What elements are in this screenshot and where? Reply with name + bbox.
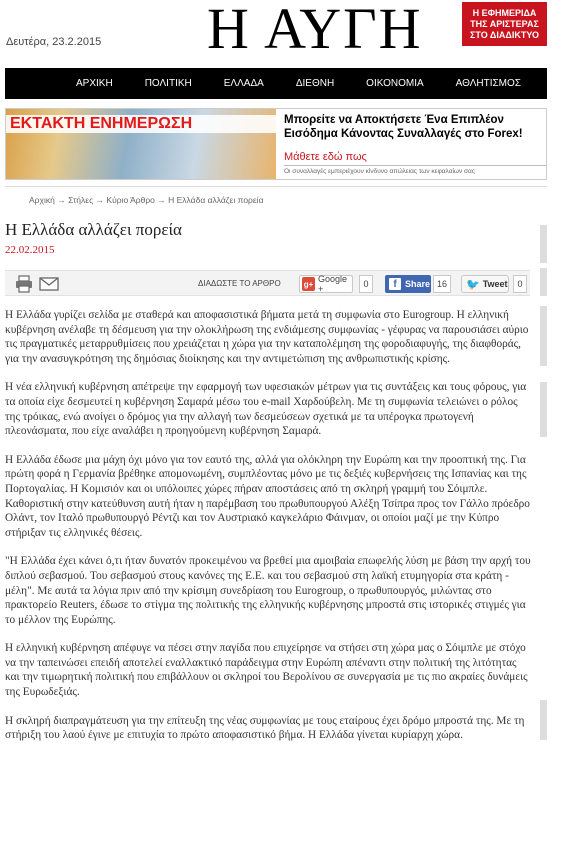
site-tagline: [462, 2, 547, 46]
article-title: Η Ελλάδα αλλάζει πορεία: [5, 220, 182, 239]
article-paragraph: Η Ελλάδα γυρίζει σελίδα με σταθερά και αποφασιστικά βήματα μετά τη συμφωνία στο Eurogroup. Η ελληνική κυβέρνηση ανέλαβε τη δέσμευση για την ολοκλήρωση της ενδιάμεσης συμφωνίας - γέφυρας να παρουσιάσει αύριο τις πραγματικές μεταρρυθμίσεις που χρειάζεται η χώρα για την καταπολέμηση της φοροδιαφυγής, της διαφθοράς, για την ανασυγκρότηση της δημόσιας διοίκησης και την αντιμετώπιση της ανθρωπιστικής κρίσης.: [5, 309, 529, 365]
nav-item-greece[interactable]: ΕΛΛΑΔΑ: [223, 78, 264, 89]
tweet-label: Tweet: [482, 279, 508, 289]
site-logo[interactable]: Η ΑΥΓΗ: [207, 0, 423, 61]
sidebar-fragment: [540, 306, 547, 366]
sidebar-fragment: [540, 382, 547, 437]
breadcrumb-editorial[interactable]: Κύριο Άρθρο: [106, 195, 155, 205]
tagline-line-3: ΣΤΟ ΔΙΑΔΙΚΤΥΟ: [470, 30, 539, 40]
nav-item-more[interactable]: ΠΕΡ: [552, 78, 574, 89]
sidebar-fragment: [540, 268, 547, 296]
article-paragraph: Η Ελλάδα έδωσε μια μάχη όχι μόνο για τον εαυτό της, αλλά για ολόκληρη την Ευρώπη και την προοπτική της. Για πρώτη φορά η Γερμανία βρέθηκε απομονωμένη, συμπλέοντας μόνο με τις δεξιές κυβερνήσεις της Ισπανίας και της Πορτογαλίας. Η Κομισιόν και οι υπόλοιπες χώρες πήραν αποστάσεις από τη σκληρή γραμμή του Σόιμπλε. Καθοριστική στην κατεύθυνση αυτή ήταν η παρέμβαση του πρωθυπουργού Αλέξη Τσίπρα προς τον Γάλλο πρόεδρο Ολάντ, τον Ιταλό πρωθυπουργό Ρέντζι και τον Αυστριακό καγκελάριο Φάινμαν, οι οποίοι μαζί με την Κύπρο στήριξαν τις ελληνικές θέσεις.: [5, 453, 530, 539]
ad-title[interactable]: Μπορείτε να Αποκτήσετε Ένα Επιπλέον Εισόδημα Κάνοντας Συναλλαγές στο Forex!: [284, 114, 523, 140]
breadcrumb-sep: →: [157, 195, 169, 205]
breadcrumb-sep: →: [57, 195, 69, 205]
breadcrumb-home[interactable]: Αρχική: [29, 195, 55, 205]
nav-item-home[interactable]: ΑΡΧΙΚΗ: [76, 78, 113, 89]
main-nav: [5, 68, 574, 99]
tagline-line-1: Η ΕΦΗΜΕΡΙΔΑ: [472, 8, 537, 18]
article-date: 22.02.2015: [5, 244, 55, 256]
ad-headline: ΕΚΤΑΚΤΗ ΕΝΗΜΕΡΩΣΗ: [6, 115, 276, 133]
article-paragraph: Η ελληνική κυβέρνηση απέφυγε να πέσει στην παγίδα που επιχείρησε να στήσει στη χώρα μας ο Σόιμπλε με στόχο να την ταπεινώσει επειδή αποτελεί εναλλακτικό παράδειγμα στην Ευρώπη απέναντι στην πολιτική της λιτότητας και την τιμωρητική πολιτική που επιβάλλουν οι σκληροί του Βερολίνου σε συνεργασία με τις πιο ακραίες δυνάμεις της Ευρωδεξιάς.: [5, 642, 528, 699]
banner-ad[interactable]: [5, 108, 547, 180]
nav-item-politics[interactable]: ΠΟΛΙΤΙΚΗ: [144, 78, 192, 89]
nav-item-sports[interactable]: ΑΘΛΗΤΙΣΜΟΣ: [455, 78, 521, 89]
breadcrumb: [29, 195, 264, 205]
google-plus-label: Google +: [317, 274, 347, 294]
breadcrumb-sep: →: [95, 195, 107, 205]
twitter-icon: 🐦: [466, 278, 480, 291]
article-paragraph: Η νέα ελληνική κυβέρνηση απέτρεψε την εφαρμογή των υφεσιακών μέτρων για τις συντάξεις και τους φόρους, για τα οποία είχε δεσμευτεί η κυβέρνηση Σαμαρά μέσω του e-mail Χαρδούβελη. Με τη συμφωνία τελειώνει ο ρόλος της τρόικας, ενώ ανοίγει ο δρόμος για την αλλαγή των δεσμεύσεων σχετικά με τα υπέρογκα πρωτογενή πλεονάσματα, που είχε αναλάβει η προηγούμενη κυβέρνηση Σαμαρά.: [5, 381, 527, 438]
tweet-count: 0: [513, 275, 527, 293]
facebook-share-label: Share: [405, 279, 431, 289]
tagline-line-2: ΤΗΣ ΑΡΙΣΤΕΡΑΣ: [470, 19, 539, 29]
google-plus-count: 0: [359, 275, 373, 293]
sidebar-fragment: [540, 225, 547, 263]
email-icon[interactable]: [39, 276, 59, 292]
print-icon[interactable]: [15, 275, 33, 293]
share-bar: [5, 270, 530, 296]
breadcrumb-columns[interactable]: Στήλες: [68, 195, 94, 205]
ad-divider: [284, 165, 546, 166]
facebook-share-count: 16: [433, 275, 451, 293]
facebook-icon: f: [389, 278, 401, 290]
ad-disclaimer: Οι συναλλαγές εμπεριέχουν κίνδυνο απώλειας των κεφαλαίων σας: [284, 168, 475, 175]
article-paragraph: Η σκληρή διαπραγμάτευση για την επίτευξη της νέας συμφωνίας με τους εταίρους έχει δρόμο μπροστά της. Με τη στήριξη του λαού έγινε με επιτυχία το πρώτο αποφασιστικό βήμα. Η Ελλάδα γίνεται κυρίαρχη χώρα.: [5, 714, 525, 742]
share-label: ΔΙΑΔΩΣΤΕ ΤΟ ΑΡΘΡΟ: [198, 279, 281, 288]
ad-link[interactable]: Μάθετε εδώ πως: [284, 151, 367, 163]
article-paragraph: "Η Ελλάδα έχει κάνει ό,τι ήταν δυνατόν προκειμένου να βρεθεί μια αμοιβαία επωφελής λύση με βάση την αρχή του διπλού σεβασμού. Του σεβασμού στους κανόνες της Ε.Ε. και του σεβασμού στη λαϊκή ετυμηγορία στα κράτη - μέλη". Με αυτά τα λόγια πριν από την κρίσιμη συνεδρίαση του Eurogroup, ο πρωθυπουργός, μιλώντας στο πρακτορείο Reuters, έδωσε το στίγμα της πολιτικής της ελληνικής κυβέρνησης μπροστά στις ιστορικές στιγμές για το μέλλον της Ευρώπης.: [5, 555, 531, 626]
breadcrumb-current: Η Ελλάδα αλλάζει πορεία: [168, 195, 264, 205]
header-date: Δευτέρα, 23.2.2015: [6, 36, 102, 48]
facebook-share-button[interactable]: [385, 275, 431, 293]
tweet-button[interactable]: [461, 275, 509, 293]
nav-item-economy[interactable]: ΟΙΚΟΝΟΜΙΑ: [366, 78, 424, 89]
google-plus-icon: g+: [302, 277, 315, 291]
article-body: [5, 308, 533, 757]
google-plus-button[interactable]: [299, 275, 353, 293]
nav-item-world[interactable]: ΔΙΕΘΝΗ: [295, 78, 335, 89]
sidebar-fragment: [540, 700, 547, 740]
section-divider: [5, 186, 547, 187]
